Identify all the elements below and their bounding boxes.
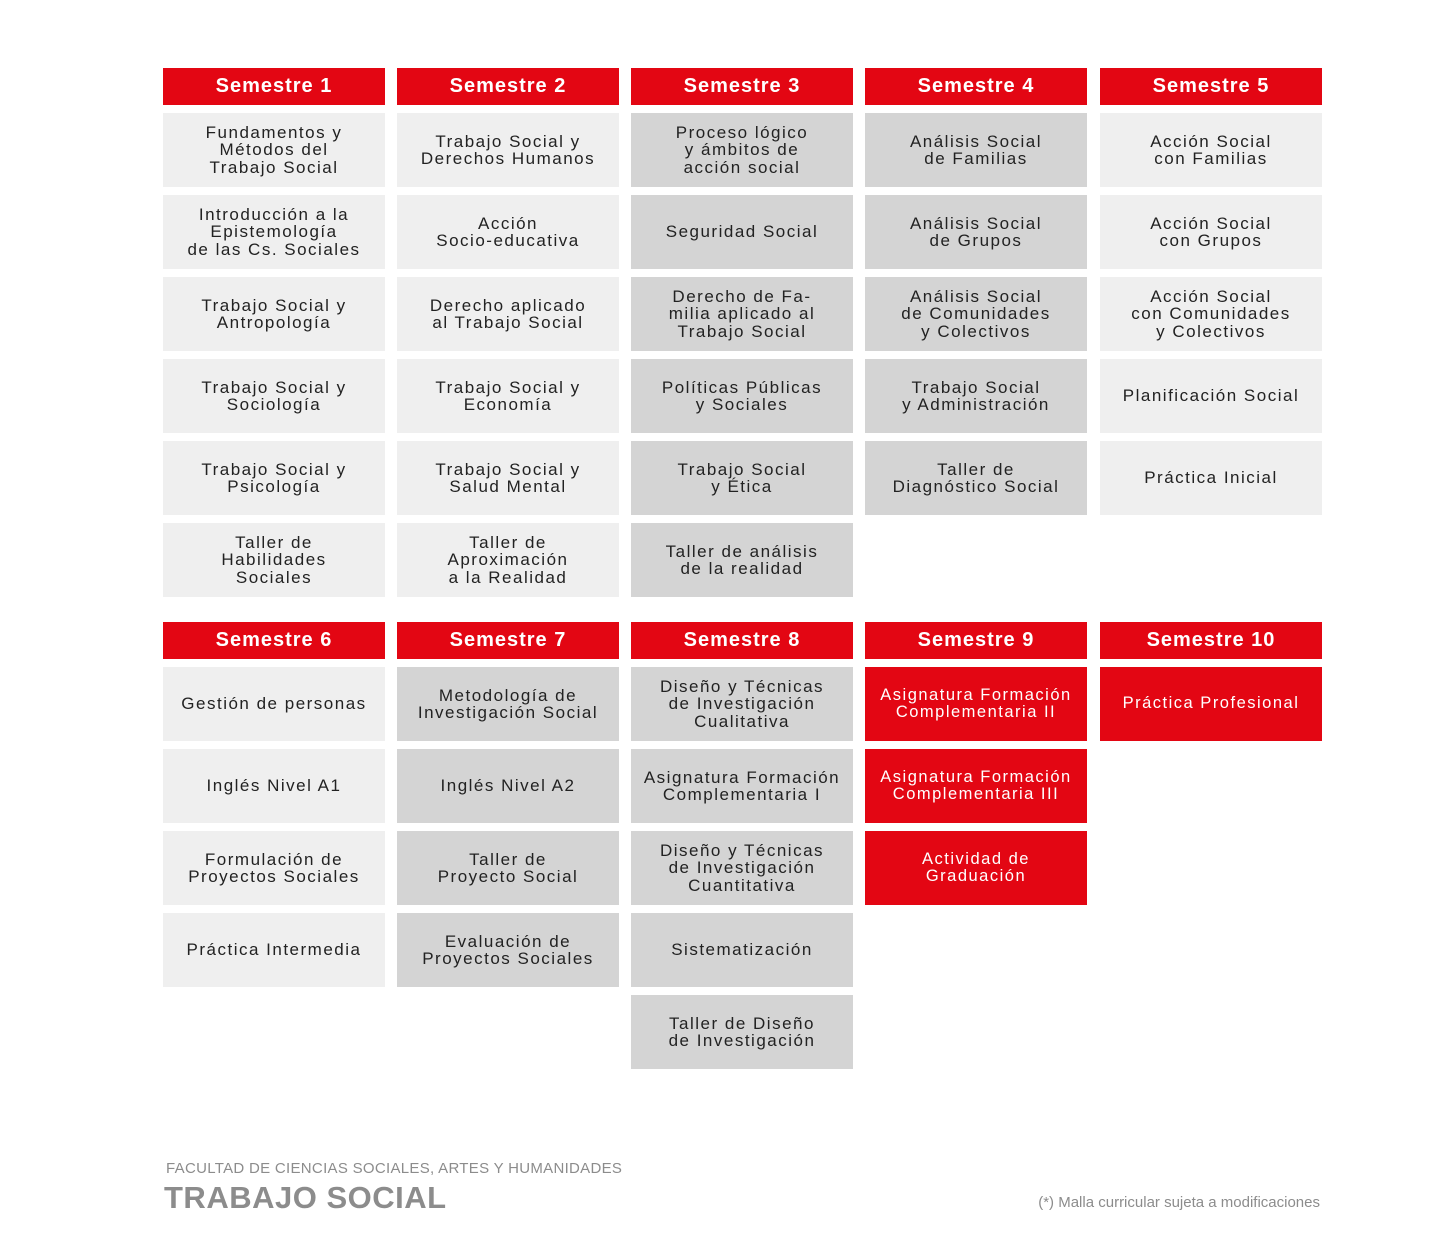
semester-column — [397, 68, 619, 597]
subject-cell: Taller de Aproximación a la Realidad — [397, 523, 619, 597]
semester-column — [1100, 622, 1322, 741]
subject-cell: Acción Social con Familias — [1100, 113, 1322, 187]
semester-column — [631, 68, 853, 597]
subject-cell: Derecho aplicado al Trabajo Social — [397, 277, 619, 351]
subject-cell: Trabajo Social y Psicología — [163, 441, 385, 515]
subject-cell: Taller de análisis de la realidad — [631, 523, 853, 597]
subject-cell: Diseño y Técnicas de Investigación Cuantitativa — [631, 831, 853, 905]
subject-cell: Trabajo Social y Salud Mental — [397, 441, 619, 515]
subject-cell: Trabajo Social y Antropología — [163, 277, 385, 351]
subject-cell: Fundamentos y Métodos del Trabajo Social — [163, 113, 385, 187]
subject-cell: Análisis Social de Comunidades y Colectivos — [865, 277, 1087, 351]
semester-header: Semestre 4 — [865, 68, 1087, 105]
subject-cell: Acción Social con Comunidades y Colectivos — [1100, 277, 1322, 351]
semester-column — [631, 622, 853, 1069]
subject-cell: Análisis Social de Familias — [865, 113, 1087, 187]
subject-cell: Trabajo Social y Derechos Humanos — [397, 113, 619, 187]
semester-header: Semestre 2 — [397, 68, 619, 105]
subject-cell: Trabajo Social y Administración — [865, 359, 1087, 433]
subject-cell: Formulación de Proyectos Sociales — [163, 831, 385, 905]
subject-cell: Políticas Públicas y Sociales — [631, 359, 853, 433]
curriculum-disclaimer: (*) Malla curricular sujeta a modificaciones — [1038, 1194, 1320, 1211]
subject-cell: Taller de Diseño de Investigación — [631, 995, 853, 1069]
subject-cell: Práctica Profesional — [1100, 667, 1322, 741]
subject-cell: Asignatura Formación Complementaria I — [631, 749, 853, 823]
semester-column — [1100, 68, 1322, 515]
semester-header: Semestre 3 — [631, 68, 853, 105]
subject-cell: Taller de Habilidades Sociales — [163, 523, 385, 597]
subject-cell: Planificación Social — [1100, 359, 1322, 433]
semester-column — [865, 622, 1087, 905]
subject-cell: Derecho de Fa- milia aplicado al Trabajo Social — [631, 277, 853, 351]
semester-header: Semestre 1 — [163, 68, 385, 105]
semester-column — [163, 622, 385, 987]
semester-header: Semestre 6 — [163, 622, 385, 659]
semester-header: Semestre 7 — [397, 622, 619, 659]
subject-cell: Práctica Inicial — [1100, 441, 1322, 515]
subject-cell: Asignatura Formación Complementaria II — [865, 667, 1087, 741]
faculty-name: FACULTAD DE CIENCIAS SOCIALES, ARTES Y HUMANIDADES — [166, 1160, 623, 1177]
subject-cell: Inglés Nivel A2 — [397, 749, 619, 823]
subject-cell: Inglés Nivel A1 — [163, 749, 385, 823]
semester-header: Semestre 5 — [1100, 68, 1322, 105]
subject-cell: Acción Socio-educativa — [397, 195, 619, 269]
subject-cell: Acción Social con Grupos — [1100, 195, 1322, 269]
semester-header: Semestre 9 — [865, 622, 1087, 659]
subject-cell: Metodología de Investigación Social — [397, 667, 619, 741]
subject-cell: Seguridad Social — [631, 195, 853, 269]
subject-cell: Trabajo Social y Economía — [397, 359, 619, 433]
semester-column — [163, 68, 385, 597]
subject-cell: Diseño y Técnicas de Investigación Cualitativa — [631, 667, 853, 741]
subject-cell: Sistematización — [631, 913, 853, 987]
semester-header: Semestre 8 — [631, 622, 853, 659]
semester-column — [397, 622, 619, 987]
subject-cell: Gestión de personas — [163, 667, 385, 741]
subject-cell: Análisis Social de Grupos — [865, 195, 1087, 269]
subject-cell: Actividad de Graduación — [865, 831, 1087, 905]
subject-cell: Taller de Proyecto Social — [397, 831, 619, 905]
subject-cell: Asignatura Formación Complementaria III — [865, 749, 1087, 823]
subject-cell: Taller de Diagnóstico Social — [865, 441, 1087, 515]
semester-header: Semestre 10 — [1100, 622, 1322, 659]
subject-cell: Introducción a la Epistemología de las Cs. Sociales — [163, 195, 385, 269]
subject-cell: Trabajo Social y Sociología — [163, 359, 385, 433]
subject-cell: Práctica Intermedia — [163, 913, 385, 987]
subject-cell: Evaluación de Proyectos Sociales — [397, 913, 619, 987]
subject-cell: Proceso lógico y ámbitos de acción social — [631, 113, 853, 187]
career-title: TRABAJO SOCIAL — [164, 1180, 447, 1215]
semester-column — [865, 68, 1087, 515]
subject-cell: Trabajo Social y Ética — [631, 441, 853, 515]
